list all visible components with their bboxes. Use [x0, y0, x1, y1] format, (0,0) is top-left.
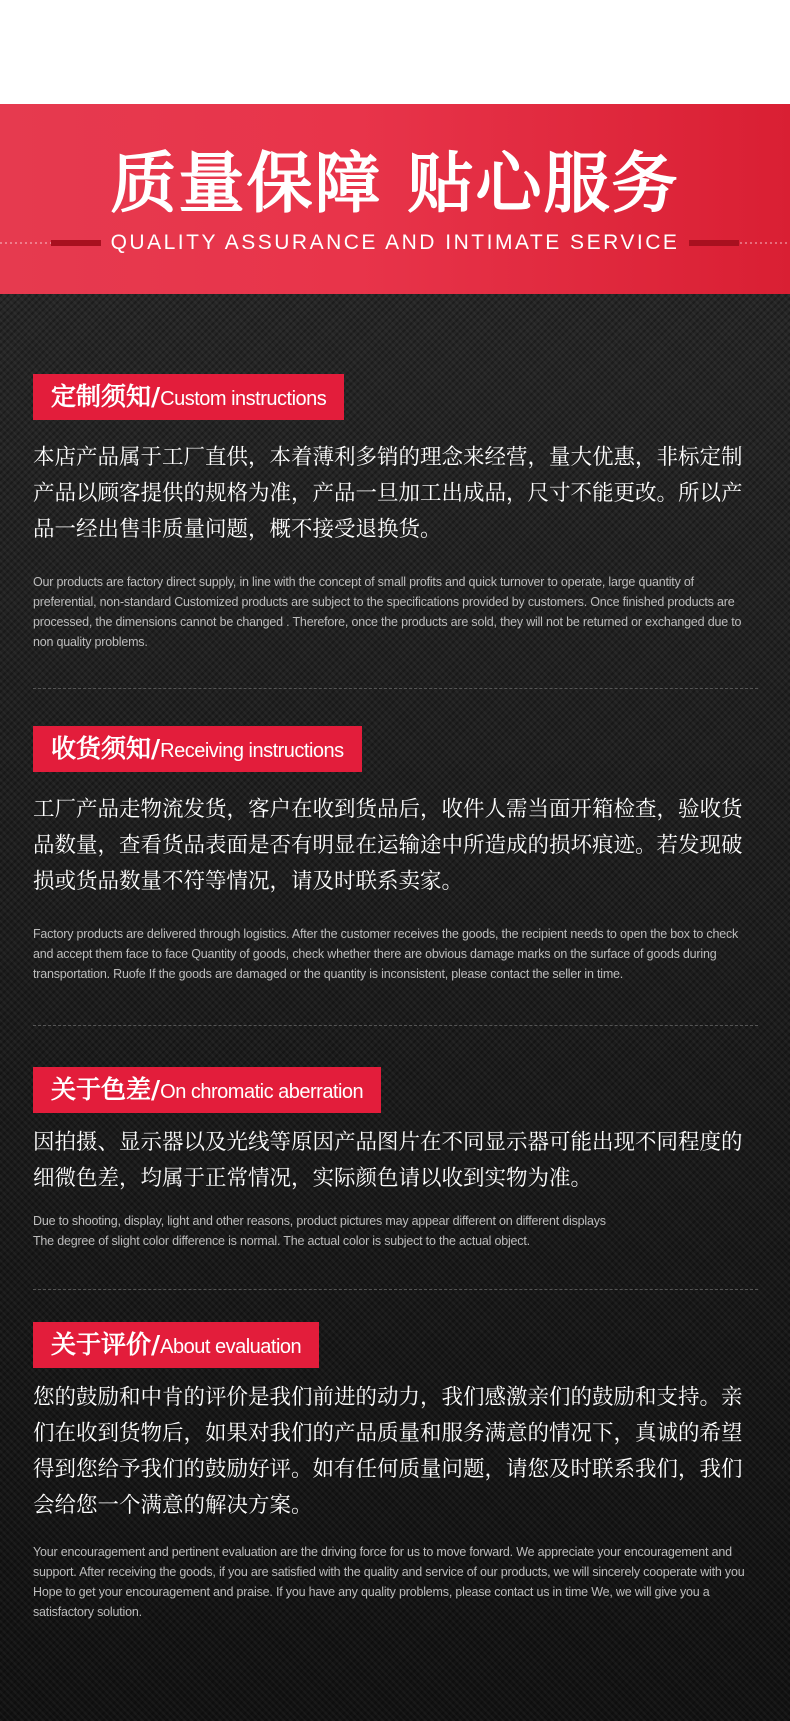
banner-title: 质量保障 贴心服务: [110, 145, 680, 222]
section-text-en-line: Due to shooting, display, light and other reasons, product pictures may appear different on different displays: [33, 1214, 606, 1228]
section-tag-en: About evaluation: [160, 1336, 302, 1358]
section-text-en: Your encouragement and pertinent evaluation are the driving force for us to move forward. We appreciate your encouragement and support. After receiving the goods, if you are satisfied with the quality and service of our products, we will sincerely cooperate with you Hope to get your encouragement and praise. If you have any quality problems, please contact us in time We, we will give you a satisfactory solution.: [33, 1545, 745, 1619]
subtitle-bar-left: [51, 240, 101, 246]
section-tag: [33, 374, 344, 420]
subtitle-bar-right: [689, 240, 739, 246]
banner-subtitle: QUALITY ASSURANCE AND INTIMATE SERVICE: [110, 231, 680, 254]
section-text-cn: 本店产品属于工厂直供，本着薄利多销的理念来经营，量大优惠，非标定制产品以顾客提供的规格为准，产品一旦加工出成品，尺寸不能更改。所以产品一经出售非质量问题，概不接受退换货。: [33, 445, 743, 542]
section-receiving-instructions: [33, 726, 758, 984]
section-tag-en: Receiving instructions: [160, 740, 344, 762]
section-tag-cn: 关于评价/: [51, 1330, 161, 1359]
section-divider: [33, 1289, 758, 1290]
section-tag-en: Custom instructions: [160, 388, 327, 410]
section-tag: [33, 1067, 381, 1113]
section-tag-cn: 定制须知/: [51, 382, 161, 411]
section-divider: [33, 1025, 758, 1026]
top-margin: [0, 0, 790, 104]
banner-subtitle-row: [0, 228, 790, 258]
section-about-evaluation: [33, 1322, 758, 1622]
section-tag: [33, 1322, 319, 1368]
section-tag-en: On chromatic aberration: [160, 1081, 364, 1103]
section-tag-cn: 收货须知/: [51, 734, 161, 763]
section-text-cn: 因拍摄、显示器以及光线等原因产品图片在不同显示器可能出现不同程度的细微色差，均属于正常情况，实际颜色请以收到实物为准。: [33, 1130, 743, 1191]
header-banner: [0, 104, 790, 294]
section-text-cn: 工厂产品走物流发货，客户在收到货品后，收件人需当面开箱检查，验收货品数量，查看货品表面是否有明显在运输途中所造成的损坏痕迹。若发现破损或货品数量不符等情况，请及时联系卖家。: [33, 797, 743, 894]
section-text-en-line: The degree of slight color difference is normal. The actual color is subject to the actual object.: [33, 1234, 530, 1248]
section-text-cn: 您的鼓励和中肯的评价是我们前进的动力，我们感激亲们的鼓励和支持。亲们在收到货物后，如果对我们的产品质量和服务满意的情况下，真诚的希望得到您给予我们的鼓励好评。如有任何质量问题，请您及时联系我们，我们会给您一个满意的解决方案。: [33, 1385, 743, 1518]
section-tag: [33, 726, 362, 772]
section-chromatic-aberration: [33, 1067, 758, 1251]
section-divider: [33, 688, 758, 689]
section-tag-cn: 关于色差/: [51, 1075, 161, 1104]
section-custom-instructions: [33, 374, 758, 652]
section-text-en: Factory products are delivered through logistics. After the customer receives the goods, the recipient needs to open the box to check and accept them face to face Quantity of goods, check whether there are obvious damage marks on the surface of goods during transportation. Ruofe If the goods are damaged or the quantity is inconsistent, please contact the seller in time.: [33, 927, 739, 981]
section-text-en: Our products are factory direct supply, in line with the concept of small profits and quick turnover to operate, large quantity of preferential, non-standard Customized products are subject to the specifications provided by customers. Once finished products are processed, the dimensions cannot be changed . Therefore, once the products are sold, they will not be returned or exchanged due to non quality problems.: [33, 575, 742, 649]
